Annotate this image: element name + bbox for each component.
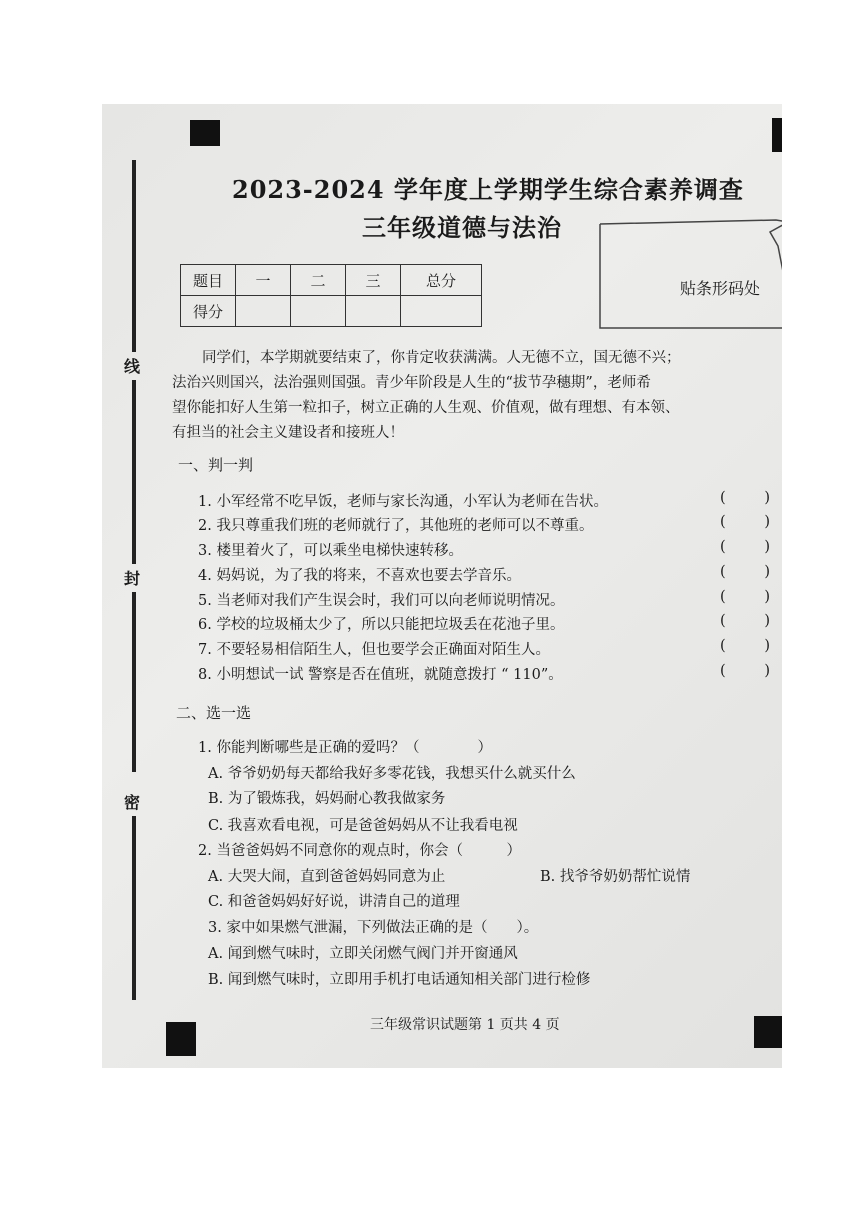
exam-title: 2023-2024 学年度上学期学生综合素养调查 — [232, 175, 744, 204]
exam-paper-photo — [102, 104, 782, 1068]
option-b: B. 闻到燃气味时，立即用手机打电话通知相关部门进行检修 — [208, 972, 591, 988]
table-cell: 一 — [236, 265, 291, 296]
score-input-cell[interactable] — [236, 296, 291, 327]
table-cell: 得分 — [181, 296, 236, 327]
score-table-score-row — [181, 296, 482, 327]
section-heading: 二、选一选 — [176, 704, 252, 722]
true-false-item: 5. 当老师对我们产生误会时，我们可以向老师说明情况。 — [198, 593, 565, 609]
table-cell: 题目 — [181, 265, 236, 296]
binding-char-mi: 密 — [124, 793, 141, 812]
true-false-item: 7. 不要轻易相信陌生人，但也要学会正确面对陌生人。 — [198, 642, 550, 658]
answer-blank[interactable]: ( ) — [720, 514, 770, 530]
registration-mark-top-left — [190, 120, 220, 146]
true-false-item: 1. 小军经常不吃早饭，老师与家长沟通，小军认为老师在告状。 — [198, 494, 608, 510]
option-a: A. 闻到燃气味时，立即关闭燃气阀门并开窗通风 — [208, 946, 518, 962]
true-false-item: 2. 我只尊重我们班的老师就行了，其他班的老师可以不尊重。 — [198, 518, 594, 534]
exam-subtitle: 三年级道德与法治 — [362, 213, 562, 242]
barcode-label: 贴条形码处 — [680, 279, 761, 298]
option-c: C. 和爸爸妈妈好好说，讲清自己的道理 — [208, 894, 460, 910]
question-1: 1. 你能判断哪些是正确的爱吗？（ ） — [198, 740, 492, 756]
registration-mark-bottom-left — [166, 1022, 196, 1056]
option-a: A. 大哭大闹，直到爸爸妈妈同意为止 — [208, 869, 446, 885]
intro-line: 望你能扣好人生第一粒扣子，树立正确的人生观、价值观，做有理想、有本领、 — [172, 400, 680, 416]
registration-mark-bottom-right — [754, 1016, 782, 1048]
intro-paragraph — [172, 346, 762, 446]
binding-line — [132, 380, 136, 564]
barcode-box — [598, 216, 782, 332]
option-b: B. 为了锻炼我，妈妈耐心教我做家务 — [208, 791, 446, 807]
answer-blank[interactable]: ( ) — [720, 589, 770, 605]
intro-line: 同学们，本学期就要结束了，你肯定收获满满。人无德不立，国无德不兴； — [202, 350, 681, 366]
true-false-item: 6. 学校的垃圾桶太少了，所以只能把垃圾丢在花池子里。 — [198, 617, 565, 633]
table-cell: 总分 — [401, 265, 482, 296]
section-heading: 一、判一判 — [178, 456, 254, 474]
binding-line — [132, 160, 136, 352]
answer-blank[interactable]: ( ) — [720, 539, 770, 555]
true-false-item: 3. 楼里着火了，可以乘坐电梯快速转移。 — [198, 543, 463, 559]
table-cell: 三 — [346, 265, 401, 296]
page-footer: 三年级常识试题第 1 页共 4 页 — [370, 1017, 560, 1033]
answer-blank[interactable]: ( ) — [720, 613, 770, 629]
binding-line — [132, 592, 136, 772]
score-input-cell[interactable] — [346, 296, 401, 327]
answer-blank[interactable]: ( ) — [720, 663, 770, 679]
option-a: A. 爷爷奶奶每天都给我好多零花钱，我想买什么就买什么 — [208, 766, 576, 782]
intro-line: 法治兴则国兴，法治强则国强。青少年阶段是人生的“拔节孕穗期”，老师希 — [172, 375, 651, 391]
question-3: 3. 家中如果燃气泄漏，下列做法正确的是（ ）。 — [208, 920, 539, 936]
answer-blank[interactable]: ( ) — [720, 564, 770, 580]
binding-char-feng: 封 — [124, 569, 141, 588]
answer-blank[interactable]: ( ) — [720, 638, 770, 654]
score-table-header-row — [181, 265, 482, 296]
option-b: B. 找爷爷奶奶帮忙说情 — [540, 869, 691, 885]
answer-blank[interactable]: ( ) — [720, 490, 770, 506]
binding-line — [132, 816, 136, 1000]
option-c: C. 我喜欢看电视，可是爸爸妈妈从不让我看电视 — [208, 818, 518, 834]
binding-char-xian: 线 — [124, 357, 141, 376]
question-2: 2. 当爸爸妈妈不同意你的观点时，你会（ ） — [198, 843, 521, 859]
registration-mark-top-right — [772, 118, 782, 152]
true-false-item: 8. 小明想试一试 警察是否在值班，就随意拨打 “ 110”。 — [198, 667, 563, 683]
intro-line: 有担当的社会主义建设者和接班人！ — [172, 425, 404, 441]
true-false-item: 4. 妈妈说，为了我的将来，不喜欢也要去学音乐。 — [198, 568, 521, 584]
score-input-cell[interactable] — [401, 296, 482, 327]
score-table — [180, 264, 482, 327]
table-cell: 二 — [291, 265, 346, 296]
score-input-cell[interactable] — [291, 296, 346, 327]
